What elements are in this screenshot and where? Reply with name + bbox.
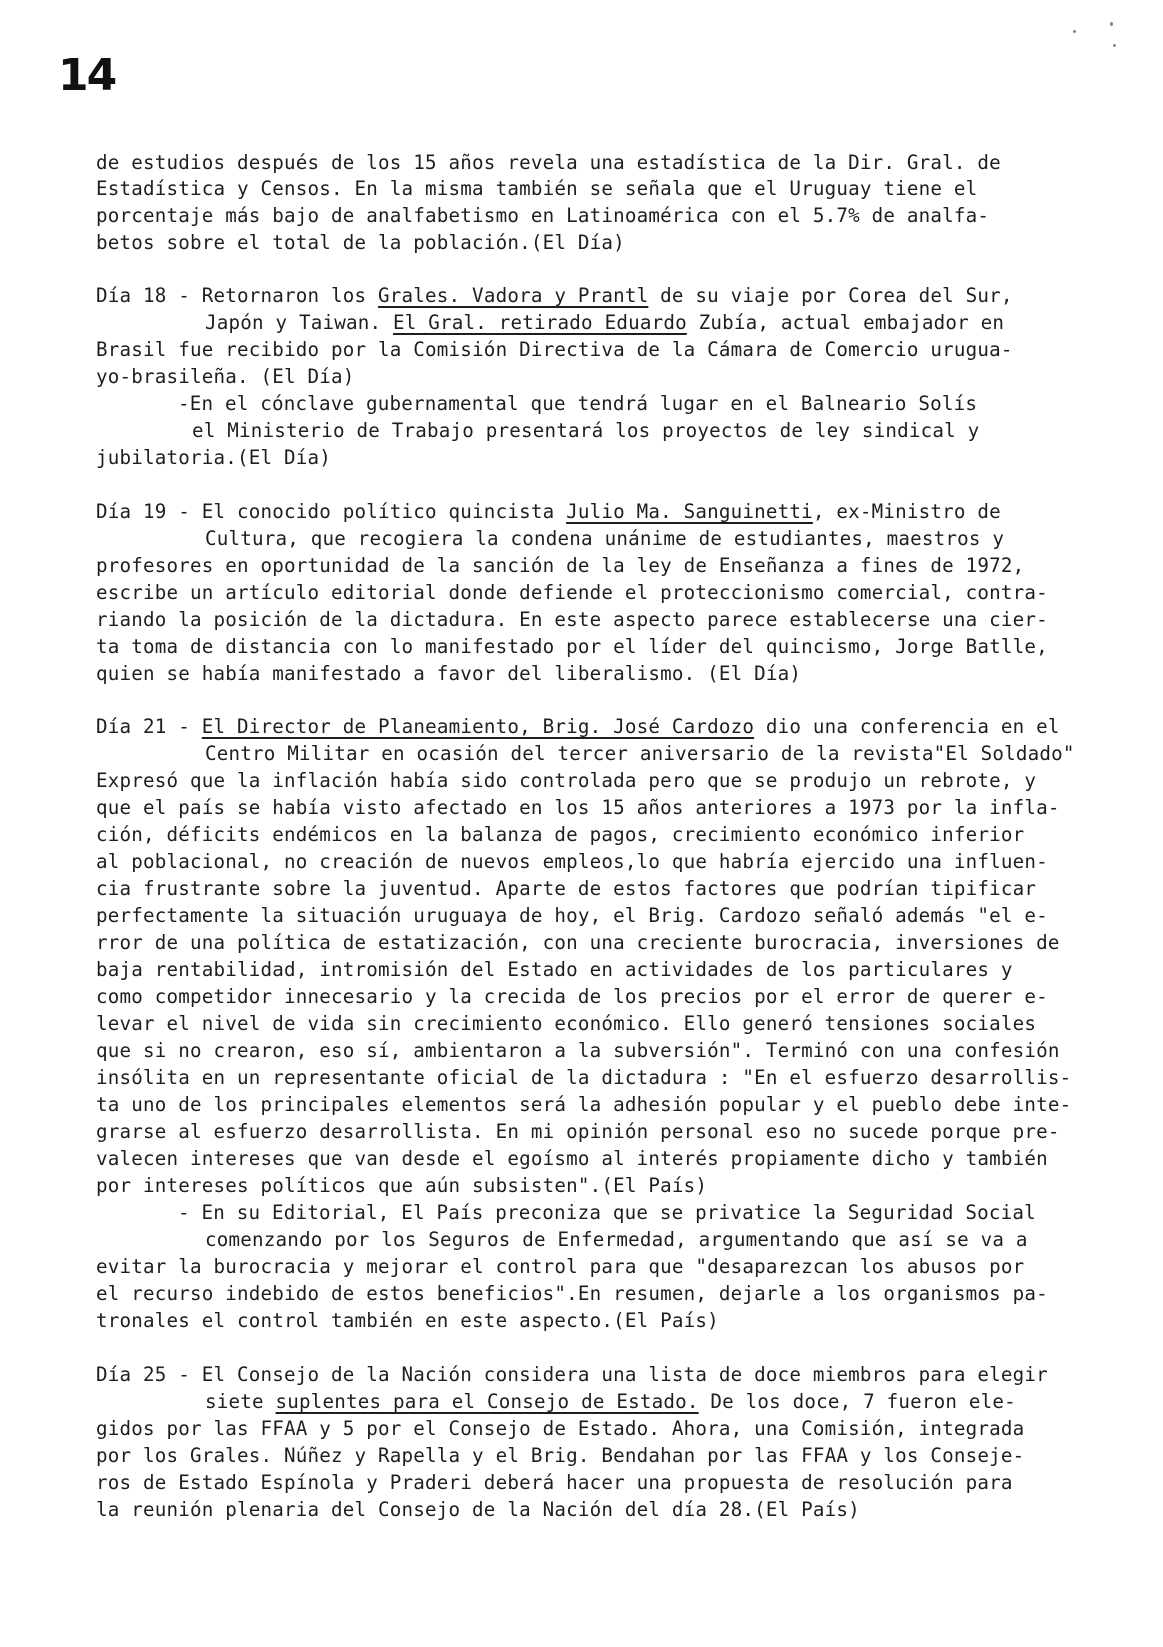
text-line: [96, 1361, 1048, 1388]
text-segment: jubilatoria.(El Día): [96, 446, 332, 469]
text-line: [96, 149, 1001, 176]
text-segment: que si no crearon, eso sí, ambientaron a la subversión". Terminó con una confesión: [96, 1039, 1060, 1062]
text-segment: Cultura, que recogiera la condena unánime de estudiantes, maestros y: [205, 527, 1005, 550]
text-line: [96, 175, 977, 202]
text-line: [96, 579, 1048, 606]
text-line: [96, 1280, 1048, 1307]
text-line: [96, 1442, 1024, 1469]
text-line: [96, 1253, 1024, 1280]
text-segment: tronales el control también en este aspecto.(El País): [96, 1309, 719, 1332]
text-segment: Día 19 - El conocido político quincista: [96, 500, 567, 523]
text-segment: dio una conferencia en el: [754, 715, 1060, 738]
underlined-text: suplentes para el Consejo de Estado.: [275, 1390, 699, 1413]
text-line: [96, 1172, 707, 1199]
text-segment: por los Grales. Núñez y Rapella y el Brig. Bendahan por las FFAA y los Conseje-: [96, 1444, 1025, 1467]
text-segment: Japón y Taiwan.: [205, 311, 394, 334]
text-line: [96, 767, 1036, 794]
text-line: [96, 821, 1024, 848]
text-segment: Día 21 -: [96, 715, 202, 738]
scan-speck: [1073, 30, 1076, 33]
text-line: [96, 498, 1001, 525]
text-line: [96, 363, 355, 390]
text-segment: grarse al esfuerzo desarrollista. En mi opinión personal eso no sucede porque pre-: [96, 1120, 1060, 1143]
text-line: [96, 1496, 860, 1523]
text-segment: riando la posición de la dictadura. En este aspecto parece establecerse una cier-: [96, 608, 1048, 631]
text-line: [96, 983, 1048, 1010]
text-segment: evitar la burocracia y mejorar el control para que "desaparezcan los abusos por: [96, 1255, 1025, 1278]
text-line: [96, 1415, 1024, 1442]
text-line: [96, 1064, 1071, 1091]
underlined-text: Julio Ma. Sanguinetti: [566, 500, 813, 523]
scan-speck: [1113, 44, 1116, 47]
text-line: [96, 956, 1013, 983]
text-line: [96, 282, 1013, 309]
text-line: [96, 1469, 1013, 1496]
text-segment: el recurso indebido de estos beneficios".En resumen, dejarle a los organismos pa-: [96, 1282, 1048, 1305]
text-line: [96, 713, 1060, 740]
text-segment: profesores en oportunidad de la sanción de la ley de Enseñanza a fines de 1972,: [96, 554, 1025, 577]
text-segment: escribe un artículo editorial donde defiende el proteccionismo comercial, contra-: [96, 581, 1048, 604]
text-segment: Estadística y Censos. En la misma también se señala que el Uruguay tiene el: [96, 177, 978, 200]
text-line: [205, 525, 1004, 552]
text-segment: ta uno de los principales elementos será la adhesión popular y el pueblo debe inte-: [96, 1093, 1072, 1116]
text-segment: betos sobre el total de la población.(El Día): [96, 231, 625, 254]
text-line: [96, 848, 1048, 875]
text-segment: -En el cónclave gubernamental que tendrá lugar en el Balneario Solís: [178, 392, 978, 415]
text-segment: De los doce, 7 fueron ele-: [698, 1390, 1016, 1413]
text-line: [96, 875, 1036, 902]
text-line: [96, 229, 625, 256]
underlined-text: El Gral. retirado Eduardo: [393, 311, 687, 334]
text-line: [96, 444, 331, 471]
text-line: [96, 929, 1060, 956]
text-line: [205, 1226, 1028, 1253]
text-segment: Centro Militar en ocasión del tercer aniversario de la revista"El Soldado": [205, 742, 1075, 765]
text-segment: Brasil fue recibido por la Comisión Directiva de la Cámara de Comercio urugua-: [96, 338, 1013, 361]
text-line: [96, 902, 1048, 929]
text-segment: el Ministerio de Trabajo presentará los proyectos de ley sindical y: [192, 419, 980, 442]
text-segment: por intereses políticos que aún subsisten".(El País): [96, 1174, 708, 1197]
text-line: [96, 1307, 719, 1334]
text-segment: - En su Editorial, El País preconiza que se privatice la Seguridad Social: [178, 1201, 1036, 1224]
text-line: [96, 606, 1048, 633]
text-segment: valecen intereses que van desde el egoísmo al interés propiamente dicho y también: [96, 1147, 1048, 1170]
text-line: [178, 390, 977, 417]
underlined-text: Grales. Vadora y Prantl: [378, 284, 649, 307]
text-segment: como competidor innecesario y la crecida de los precios por el error de querer e-: [96, 985, 1048, 1008]
text-segment: ción, déficits endémicos en la balanza de pagos, crecimiento económico inferior: [96, 823, 1025, 846]
text-segment: quien se había manifestado a favor del liberalismo. (El Día): [96, 662, 802, 685]
page-number: 14: [58, 50, 116, 101]
text-segment: perfectamente la situación uruguaya de hoy, el Brig. Cardozo señaló además "el e-: [96, 904, 1048, 927]
text-segment: porcentaje más bajo de analfabetismo en Latinoamérica con el 5.7% de analfa-: [96, 204, 990, 227]
text-segment: cia frustrante sobre la juventud. Aparte de estos factores que podrían tipificar: [96, 877, 1037, 900]
text-line: [205, 740, 1075, 767]
text-line: [205, 1388, 1016, 1415]
text-segment: yo-brasileña. (El Día): [96, 365, 355, 388]
text-segment: ros de Estado Espínola y Praderi deberá hacer una propuesta de resolución para: [96, 1471, 1013, 1494]
text-line: [192, 417, 979, 444]
text-line: [96, 1037, 1060, 1064]
text-segment: , ex-Ministro de: [812, 500, 1001, 523]
text-segment: de estudios después de los 15 años revela una estadística de la Dir. Gral. de: [96, 151, 1001, 174]
text-segment: ta toma de distancia con lo manifestado por el líder del quincismo, Jorge Batlle,: [96, 635, 1048, 658]
text-segment: levar el nivel de vida sin crecimiento económico. Ello generó tensiones sociales: [96, 1012, 1037, 1035]
text-segment: la reunión plenaria del Consejo de la Nación del día 28.(El País): [96, 1498, 860, 1521]
text-segment: Zubía, actual embajador en: [686, 311, 1005, 334]
text-segment: que el país se había visto afectado en los 15 años anteriores a 1973 por la infla-: [96, 796, 1060, 819]
text-segment: insólita en un representante oficial de la dictadura : "En el esfuerzo desarrollis-: [96, 1066, 1072, 1089]
text-line: [205, 309, 1004, 336]
text-segment: Expresó que la inflación había sido controlada pero que se produjo un rebrote, y: [96, 769, 1037, 792]
text-segment: rror de una política de estatización, con una creciente burocracia, inversiones de: [96, 931, 1060, 954]
text-line: [96, 1118, 1060, 1145]
underlined-text: El Director de Planeamiento, Brig. José Cardozo: [201, 715, 755, 738]
text-line: [96, 794, 1060, 821]
text-line: [96, 552, 1024, 579]
text-segment: de su viaje por Corea del Sur,: [648, 284, 1013, 307]
text-segment: gidos por las FFAA y 5 por el Consejo de Estado. Ahora, una Comisión, integrada: [96, 1417, 1025, 1440]
text-line: [178, 1199, 1036, 1226]
text-segment: Día 25 - El Consejo de la Nación considera una lista de doce miembros para elegir: [96, 1363, 1048, 1386]
text-line: [96, 336, 1013, 363]
text-segment: baja rentabilidad, intromisión del Estado en actividades de los particulares y: [96, 958, 1013, 981]
scan-speck: [1110, 22, 1113, 26]
text-segment: al poblacional, no creación de nuevos empleos,lo que habría ejercido una influen-: [96, 850, 1048, 873]
text-segment: siete: [205, 1390, 276, 1413]
text-line: [96, 633, 1048, 660]
text-line: [96, 660, 801, 687]
text-line: [96, 1091, 1071, 1118]
text-line: [96, 1010, 1036, 1037]
text-segment: comenzando por los Seguros de Enfermedad, argumentando que así se va a: [205, 1228, 1028, 1251]
text-line: [96, 1145, 1048, 1172]
text-line: [96, 202, 989, 229]
text-segment: Día 18 - Retornaron los: [96, 284, 379, 307]
